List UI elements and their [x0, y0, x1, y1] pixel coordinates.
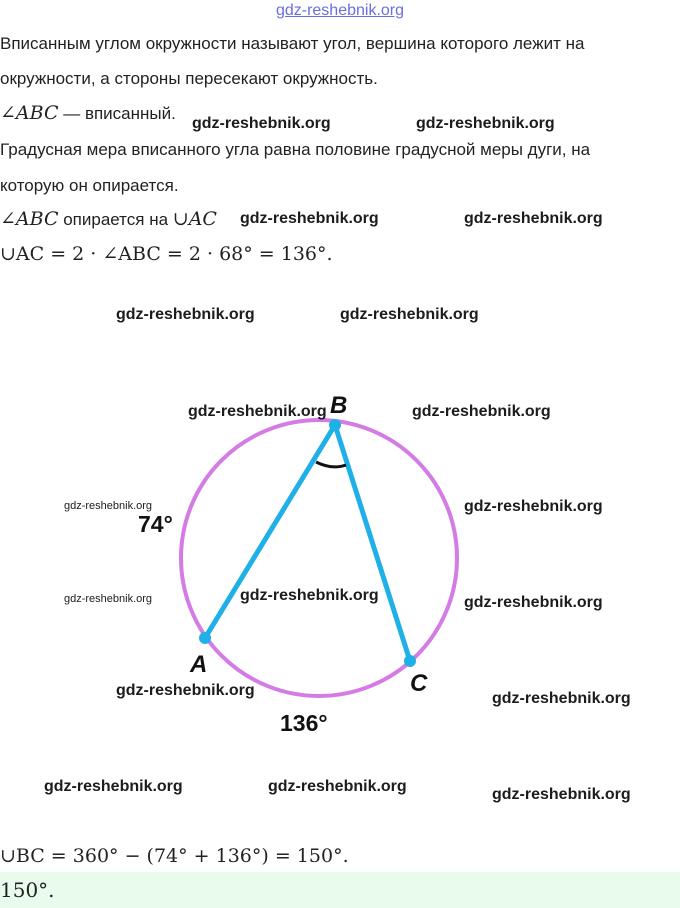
watermark: gdz-reshebnik.org [492, 690, 631, 707]
label-b: B [330, 392, 348, 419]
arc-ac-math: ∪AC [172, 208, 217, 230]
watermark: gdz-reshebnik.org [240, 587, 379, 604]
angle-abc-math-2: ∠ABC [0, 208, 59, 230]
arc-ab-degree-label: 74° [138, 511, 173, 537]
watermark: gdz-reshebnik.org [464, 210, 603, 227]
watermark: gdz-reshebnik.org [116, 306, 255, 323]
theorem-line-1: Градусная мера вписанного угла равна половине градусной меры дуги, на [0, 140, 591, 159]
angle-abc-math: ∠ABC [0, 102, 59, 124]
point-c [404, 655, 416, 667]
chord-bc [335, 425, 410, 661]
point-b [329, 419, 341, 431]
arc-bc-formula: ∪BC = 360° − (74° + 136°) = 150°. [0, 845, 349, 867]
arc-ac-degree-label: 136° [280, 710, 328, 736]
circle [181, 420, 457, 696]
watermark: gdz-reshebnik.org [268, 778, 407, 795]
watermark: gdz-reshebnik.org [188, 403, 327, 420]
watermark: gdz-reshebnik.org [192, 115, 331, 132]
watermark: gdz-reshebnik.org [464, 498, 603, 515]
definition-line-2: окружности, а стороны пересекают окружность. [0, 69, 378, 88]
theorem-line-2: которую он опирается. [0, 176, 179, 195]
watermark: gdz-reshebnik.org [492, 786, 631, 803]
watermark: gdz-reshebnik.org [464, 594, 603, 611]
watermark-small: gdz-reshebnik.org [64, 593, 153, 605]
watermark: gdz-reshebnik.org [412, 403, 551, 420]
point-a [199, 632, 211, 644]
angle-arc-mark [316, 462, 346, 467]
subtends-text: опирается на [58, 210, 173, 229]
site-header-link[interactable]: gdz-reshebnik.org [275, 2, 405, 19]
watermark: gdz-reshebnik.org [340, 306, 479, 323]
label-a: A [190, 651, 208, 678]
answer-block [0, 872, 680, 908]
watermark: gdz-reshebnik.org [116, 682, 255, 699]
watermark-small: gdz-reshebnik.org [64, 500, 153, 512]
label-c: C [410, 670, 428, 697]
watermark: gdz-reshebnik.org [240, 210, 379, 227]
inscribed-statement-text: — вписанный. [58, 104, 176, 123]
watermark: gdz-reshebnik.org [416, 115, 555, 132]
watermark: gdz-reshebnik.org [44, 778, 183, 795]
arc-ac-formula: ∪AC = 2 · ∠ABC = 2 · 68° = 136°. [0, 243, 333, 265]
answer-value: 150°. [0, 878, 55, 902]
definition-line-1: Вписанным углом окружности называют угол, вершина которого лежит на [0, 34, 585, 53]
